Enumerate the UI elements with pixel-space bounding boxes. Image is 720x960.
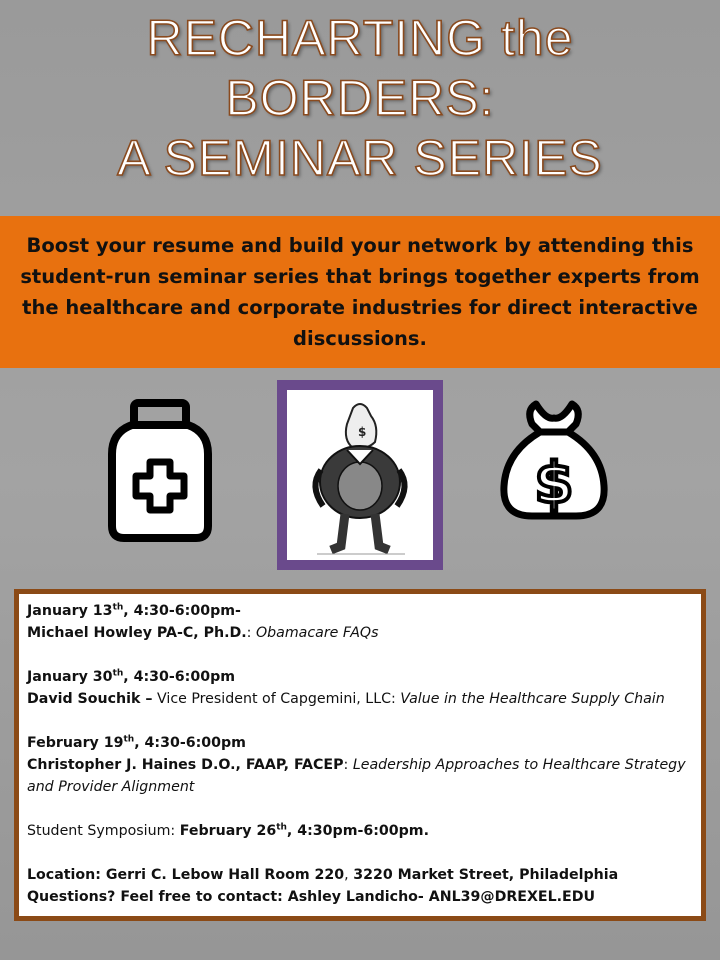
event-affiliation: Vice President of Capgemini, LLC:: [156, 691, 401, 707]
date-suffix: th: [123, 734, 135, 745]
cartoon-illustration: [287, 390, 433, 560]
separator: :: [246, 625, 256, 641]
event-2: [27, 666, 689, 710]
schedule-box: [14, 589, 706, 921]
title-line-2: BORDERS:: [225, 70, 495, 126]
description-banner: [0, 216, 720, 368]
dollar-sign-icon: $: [358, 425, 367, 439]
dollar-sign-icon: $: [534, 451, 574, 516]
location-address: 3220 Market Street, Philadelphia: [353, 867, 619, 883]
symposium-label: Student Symposium:: [27, 823, 180, 839]
event-topic: Value in the Healthcare Supply Chain: [400, 691, 665, 707]
cartoon-frame: [277, 380, 443, 570]
symposium-time: , 4:30pm-6:00pm.: [286, 823, 429, 839]
contact-line: Questions? Feel free to contact: Ashley Landicho- ANL39@DREXEL.EDU: [27, 889, 596, 905]
page-title: [0, 8, 720, 188]
title-line-1: RECHARTING the: [146, 10, 574, 66]
event-speaker: Michael Howley PA-C, Ph.D.: [27, 625, 247, 641]
event-topic: Obamacare FAQs: [255, 625, 379, 641]
event-date: January 30: [27, 669, 113, 685]
location: [27, 864, 689, 886]
event-3: [27, 732, 689, 798]
title-line-3: A SEMINAR SERIES: [117, 130, 603, 186]
location-label: Location: Gerri C. Lebow Hall Room 220: [27, 867, 345, 883]
separator: :: [343, 757, 353, 773]
event-1: [27, 600, 689, 644]
banner-text: Boost your resume and build your network by attending this student-run seminar series that brings together experts from the healthcare and corporate industries for direct interactive discussions.: [20, 234, 700, 350]
event-topic: Leadership Approaches to Healthcare Strategy and Provider Alignment: [27, 757, 686, 795]
event-time: , 4:30-6:00pm-: [123, 603, 241, 619]
event-time: , 4:30-6:00pm: [123, 669, 236, 685]
date-suffix: th: [112, 602, 124, 613]
symposium: [27, 820, 689, 842]
event-time: , 4:30-6:00pm: [134, 735, 246, 751]
date-suffix: th: [112, 668, 124, 679]
event-date: February 19: [27, 735, 124, 751]
event-speaker: David Souchik –: [27, 691, 153, 707]
money-bag-man-drawing: [287, 390, 433, 560]
separator: ,: [344, 867, 354, 883]
date-suffix: th: [276, 822, 287, 833]
money-bag-icon: [498, 398, 610, 522]
event-speaker: Christopher J. Haines D.O., FAAP, FACEP: [27, 757, 344, 773]
symposium-date: February 26: [179, 823, 277, 839]
event-date: January 13: [27, 603, 113, 619]
medicine-bottle-icon: [108, 398, 212, 542]
